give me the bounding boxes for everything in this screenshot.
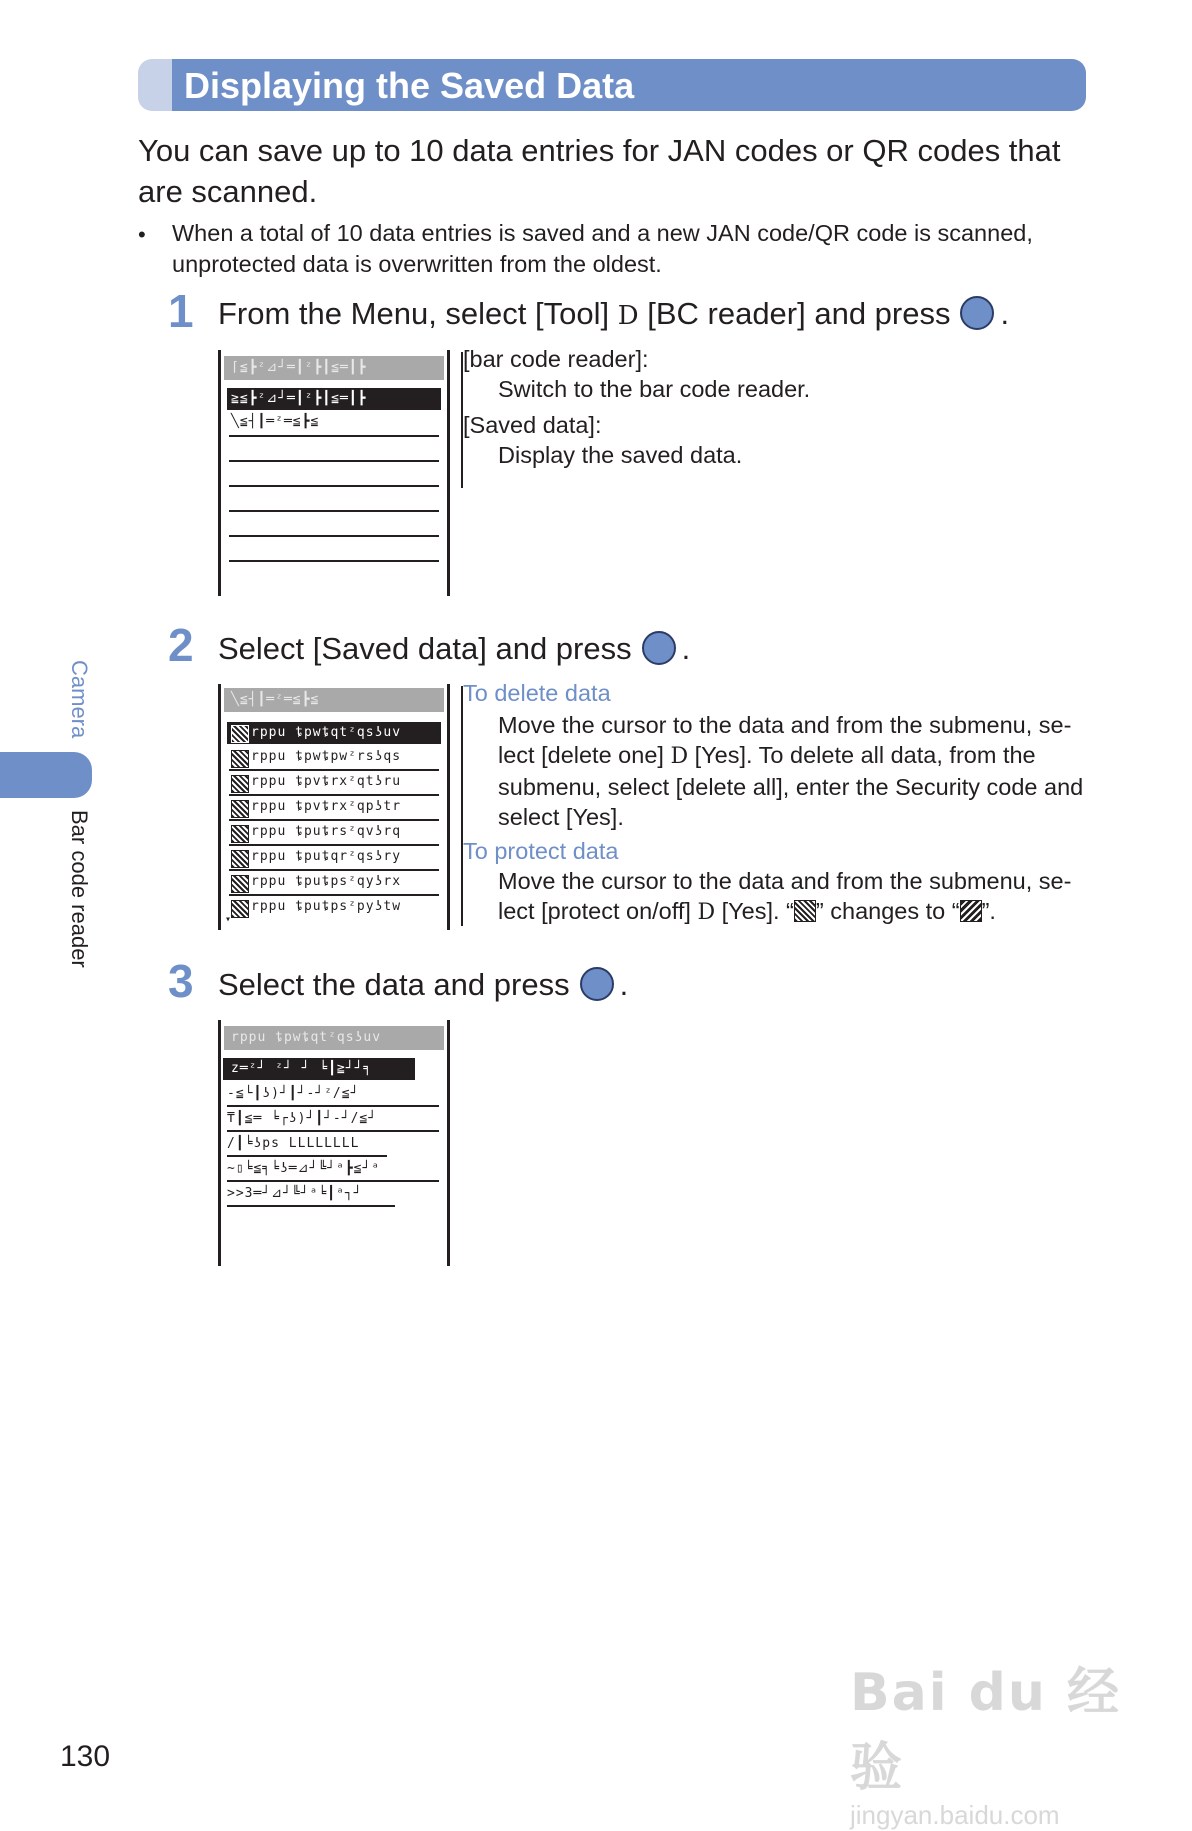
saved-entry[interactable]: rppu ȶpuȶrsᶻqvʖrq [251,824,402,839]
intro-text: You can save up to 10 data entries for JAN codes or QR codes that are scanned. [138,133,1061,209]
delete-line-2c: [Yes]. To delete all data, from the [694,742,1036,768]
bullet-icon: • [138,222,146,247]
side-tab-marker [0,752,92,798]
text-underline [227,1155,387,1157]
unprotected-data-icon [231,825,249,843]
unprotected-data-icon [231,725,249,743]
text-underline [227,1130,439,1132]
list-divider [229,769,439,771]
desc-bar-code-reader-body: Switch to the bar code reader. [498,376,811,402]
protect-line-1: Move the cursor to the data and from the submenu, se- [498,868,1072,894]
detail-line: >>3═┘⊿┘╚┘ᵃ╘┃ᵃ┐┘ [227,1186,363,1201]
text-underline [227,1180,439,1182]
menu-item-saved-data[interactable]: ╲≦┤┃═ᶻ═≦┣≦ [231,414,320,429]
delete-line-3: submenu, select [delete all], enter the Security code and [498,774,1084,800]
bullet-note: When a total of 10 data entries is saved and a new JAN code/QR code is scanned, unprotected data is overwritten from the oldest. [172,220,1033,277]
list-divider [229,535,439,537]
unprotected-data-icon [231,775,249,793]
side-subsection-label: Bar code reader [67,810,92,968]
step-1-number: 1 [168,285,194,337]
unprotected-data-icon [231,800,249,818]
unprotected-data-icon [231,850,249,868]
delete-data-description [498,710,1088,832]
section-title: Displaying the Saved Data [184,65,635,106]
step-1-period: . [1000,296,1010,331]
step-2-text: Select [Saved data] and press [218,631,632,666]
list-divider [229,869,439,871]
list-divider [229,485,439,487]
delete-data-heading: To delete data [463,680,611,706]
saved-entry[interactable]: rppu ȶpvȶrxᶻqtʖru [251,774,402,789]
protect-data-description [498,866,1088,928]
desc-bar-code-reader-head: [bar code reader]: [463,346,649,372]
center-key-icon [580,967,614,1001]
unprotected-data-icon [231,875,249,893]
step-3-instruction [218,967,628,1003]
saved-entry[interactable]: rppu ȶpvȶrxᶻqpʖtr [251,799,402,814]
delete-line-2a: lect [delete one] [498,742,664,768]
step-1-text-before: From the Menu, select [Tool] [218,296,610,331]
list-divider [229,460,439,462]
menu-item-bar-code-reader[interactable]: ≧≦┣ᶻ⊿┘═┃ᶻ┣┃≦═┃┣ [231,391,367,406]
phone-screen-saved-data [218,684,450,930]
text-underline [227,1205,395,1207]
step-2-instruction [218,631,690,667]
list-divider [229,844,439,846]
description-rule [461,686,463,926]
detail-line: /┃╘ʖps LLLLLLLL [227,1136,360,1151]
delete-line-1: Move the cursor to the data and from the submenu, se- [498,712,1072,738]
text-underline [227,1105,439,1107]
center-key-icon [642,631,676,665]
saved-entry[interactable]: rppu ȶpwȶqtᶻqsʖuv [251,725,402,740]
protect-data-heading: To protect data [463,838,619,864]
step-3-text: Select the data and press [218,967,570,1002]
page-number: 130 [60,1740,111,1773]
phone-screen-data-detail [218,1020,450,1266]
arrow-d-icon: D [617,301,639,331]
watermark [850,1650,1130,1830]
step-2-period: . [681,631,691,666]
arrow-d-icon: D [670,744,689,769]
saved-entry[interactable]: rppu ȶpuȶqrᶻqsʖry [251,849,402,864]
scroll-down-icon[interactable]: ▾ [225,914,233,925]
desc-saved-data-head: [Saved data]: [463,412,602,438]
protected-data-icon [960,900,982,922]
unprotected-data-icon [231,750,249,768]
desc-saved-data-body: Display the saved data. [498,442,743,468]
protect-line-2 [498,896,1088,928]
screen-header-glyphs: ⌈≦┣ᶻ⊿┘═┃ᶻ┣┃≦═┃┣ [231,360,367,375]
step-3-number: 3 [168,955,194,1007]
detail-line: ₸┃≦═ ╘┌ʖ)┘┃┘-┘/≦┘ [227,1111,378,1126]
protect-line-2c: [Yes]. “ [721,898,794,924]
protect-line-2e: ”. [981,898,996,924]
center-key-icon [960,296,994,330]
phone-screen-menu [218,350,450,596]
side-section-label: Camera [67,660,92,739]
step-1-instruction [218,296,1009,332]
arrow-d-icon: D [697,900,716,925]
list-divider [229,794,439,796]
list-divider [229,894,439,896]
screen-header-glyphs: ╲≦┤┃═ᶻ═≦┣≦ [231,692,320,707]
detail-title[interactable]: z═ᶻ┘ ᶻ┘ ┘ ╘┃≧┘┘╕ [231,1061,373,1076]
step-2-number: 2 [168,619,194,671]
watermark-logo: Bai du 经验 [850,1663,1121,1798]
delete-line-4: select [Yes]. [498,804,624,830]
protect-line-2d: ” changes to “ [815,898,960,924]
protect-line-2a: lect [protect on/off] [498,898,691,924]
list-divider [229,560,439,562]
delete-line-2 [498,740,1088,772]
watermark-url: jingyan.baidu.com [850,1800,1060,1830]
step-1-text-after: [BC reader] and press [647,296,951,331]
list-divider [229,819,439,821]
step-3-period: . [619,967,629,1002]
saved-entry[interactable]: rppu ȶpuȶpsᶻqyʖrx [251,874,402,889]
list-divider [229,435,439,437]
unprotected-data-icon [794,900,816,922]
detail-line: ~▯╘≦╕╘ʖ═⊿┘╚┘ᵃ┣≦┘ᵃ [227,1161,381,1176]
list-divider [229,510,439,512]
saved-entry[interactable]: rppu ȶpuȶpsᶻpyʖtw [251,899,402,914]
detail-line: -≦└┃ʖ)┘┃┘-┘ᶻ/≦┘ [227,1086,360,1101]
saved-entry[interactable]: rppu ȶpwȶpwᶻrsʖqs [251,749,402,764]
screen-header-glyphs: rppu ȶpwȶqtᶻqsʖuv [231,1030,382,1045]
unprotected-data-icon [231,900,249,918]
